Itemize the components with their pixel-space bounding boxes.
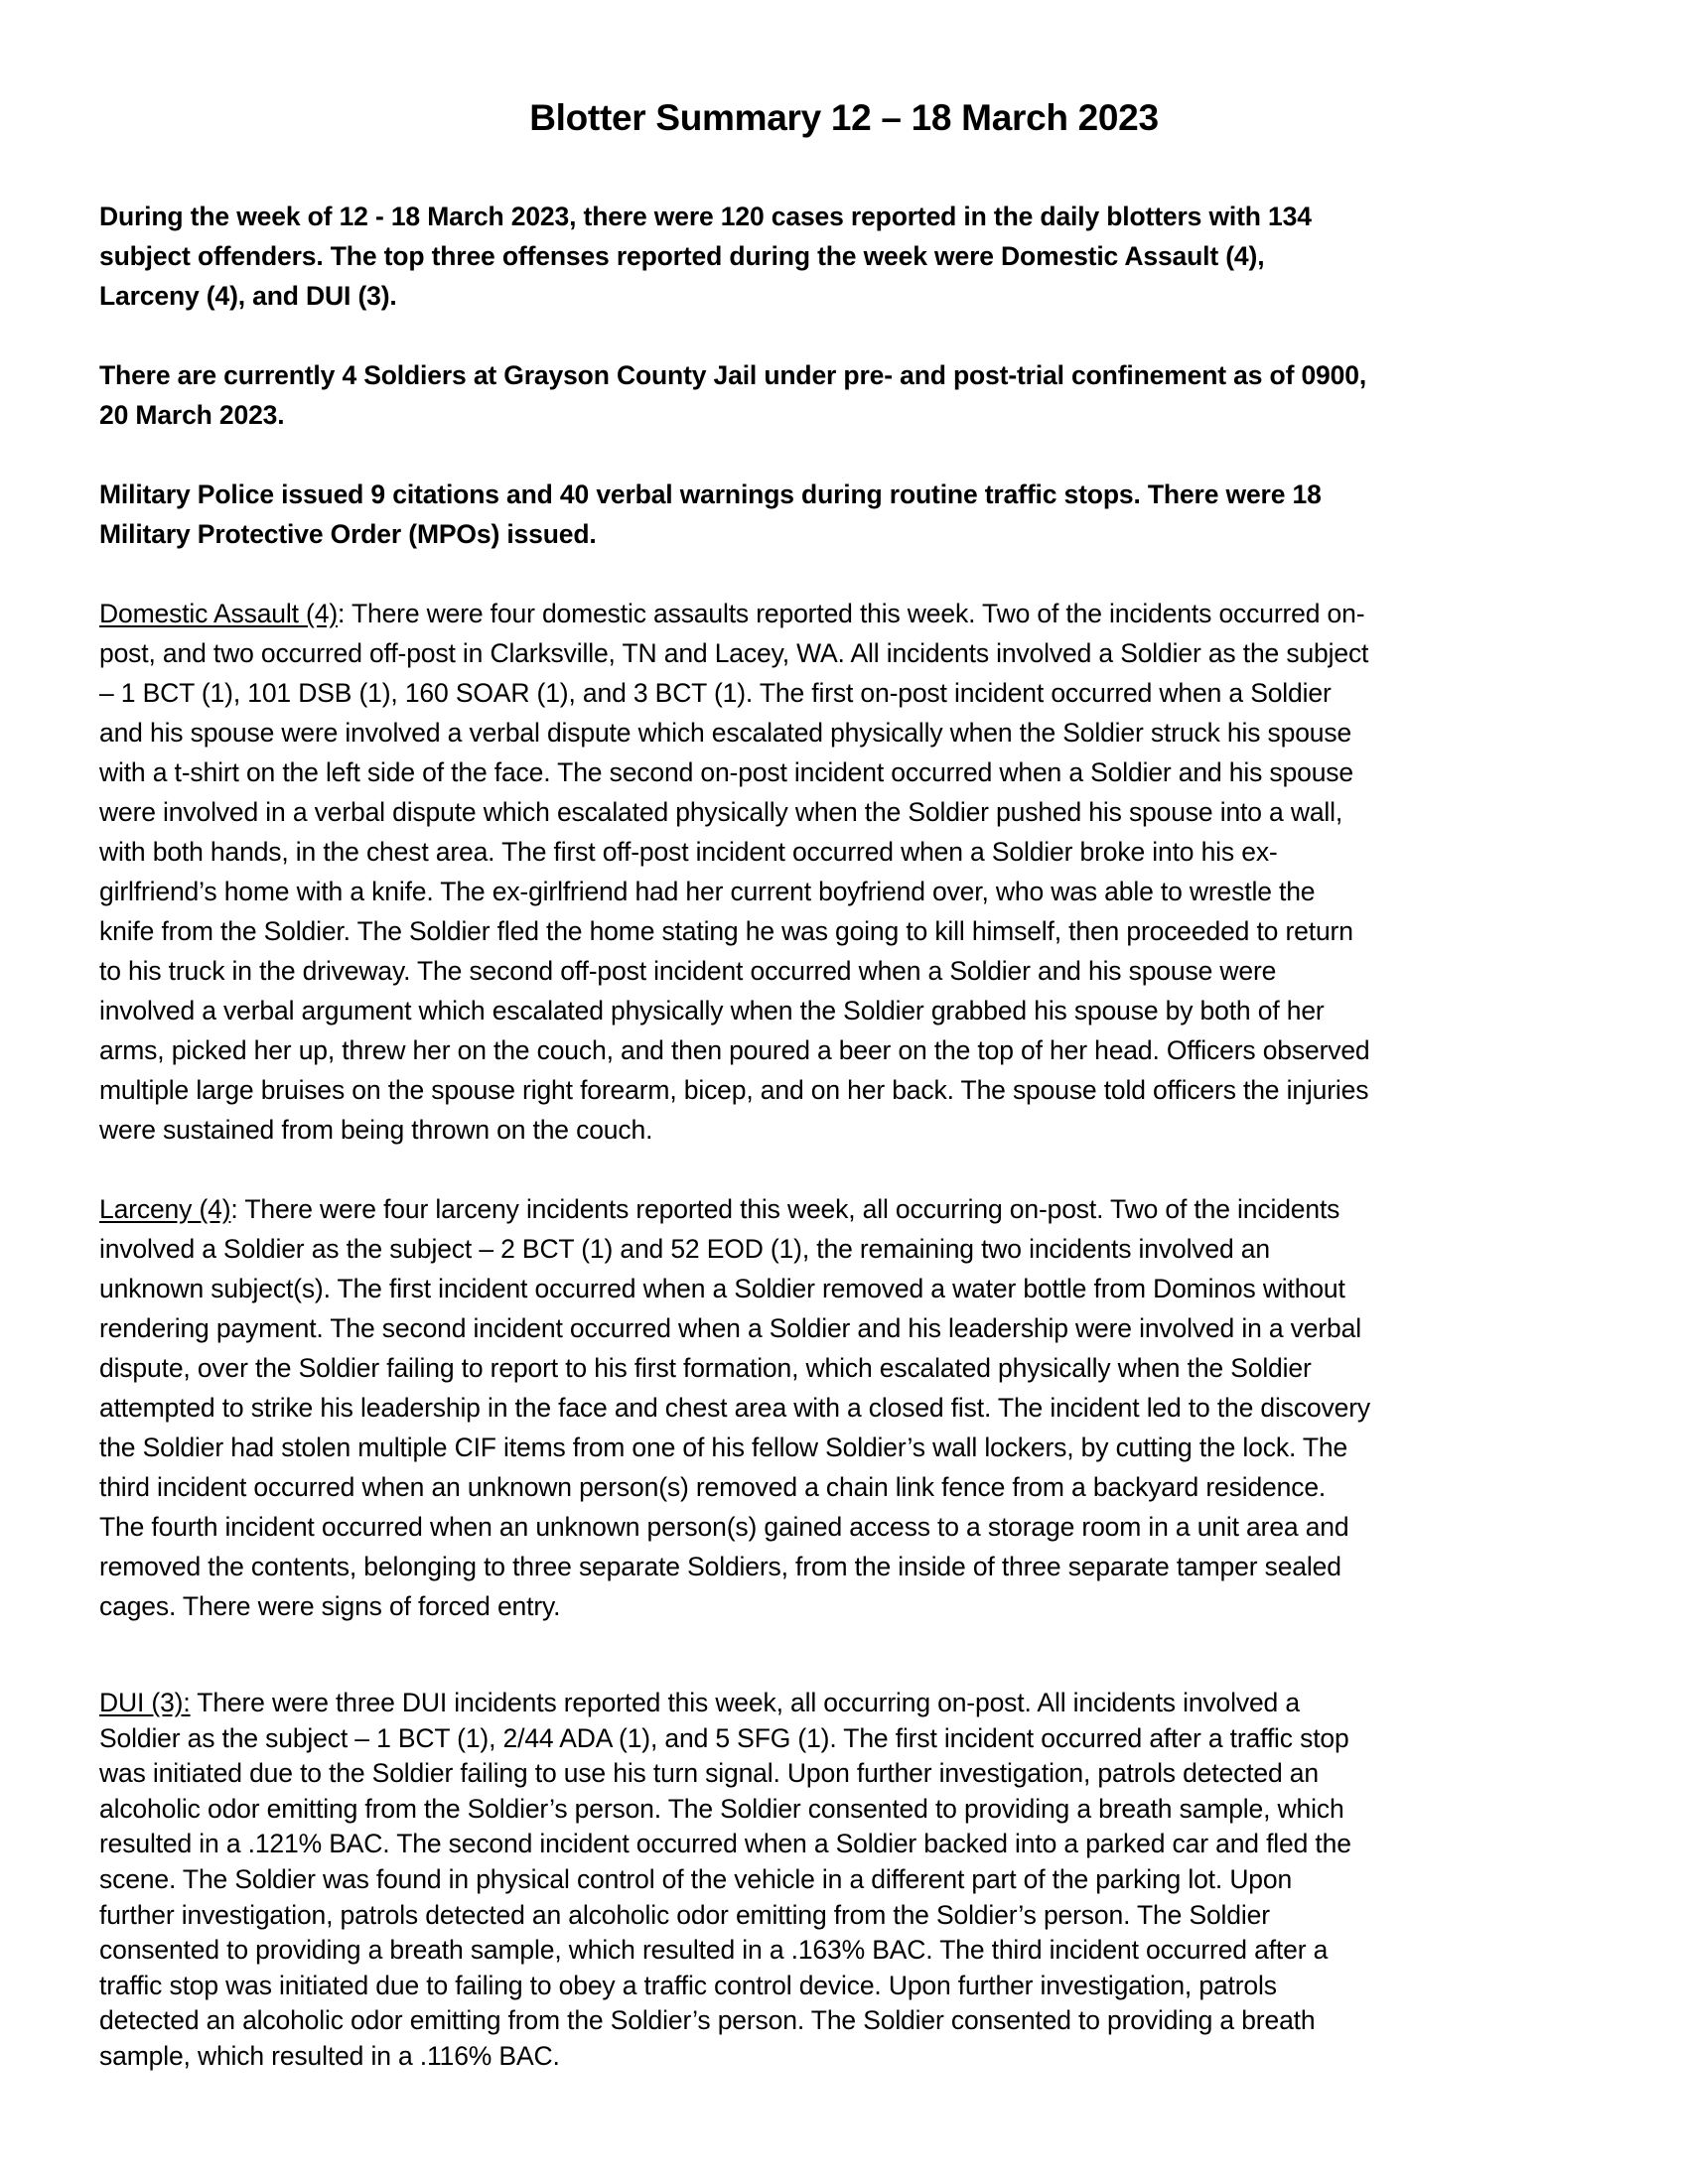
traffic-line: Military Protective Order (MPOs) issued. [99,519,597,549]
section-line: were involved in a verbal dispute which escalated physically when the Soldier pushed his spouse into a wall, [99,797,1343,827]
section-line: the Soldier had stolen multiple CIF items from one of his fellow Soldier’s wall lockers, by cutting the lock. The [99,1433,1348,1462]
section-line: alcoholic odor emitting from the Soldier’s person. The Soldier consented to providing a breath sample, which [99,1793,1344,1824]
section-line: The fourth incident occurred when an unknown person(s) gained access to a storage room in a unit area and [99,1512,1349,1542]
section-line: dispute, over the Soldier failing to report to his first formation, which escalated physically when the Soldier [99,1353,1312,1383]
section-line: scene. The Soldier was found in physical control of the vehicle in a different part of the parking lot. Upon [99,1863,1293,1894]
section-first-line [99,594,1609,633]
section-heading: DUI (3): [99,1688,191,1717]
section-line: – 1 BCT (1), 101 DSB (1), 160 SOAR (1), and 3 BCT (1). The first on-post incident occurred when a Soldier [99,678,1332,708]
summary-line: Larceny (4), and DUI (3). [99,281,397,311]
summary-paragraph [99,197,1609,316]
section-heading: Domestic Assault (4) [99,599,338,628]
traffic-paragraph [99,475,1609,554]
section-line: girlfriend’s home with a knife. The ex-girlfriend had her current boyfriend over, who was able to wrestle the [99,877,1316,906]
section-line: rendering payment. The second incident occurred when a Soldier and his leadership were involved in a verbal [99,1313,1361,1343]
traffic-line: Military Police issued 9 citations and 40 verbal warnings during routine traffic stops. There were 18 [99,479,1322,509]
section-heading: Larceny (4) [99,1194,231,1224]
section-line: cages. There were signs of forced entry. [99,1591,561,1621]
section-text: : There were four larceny incidents reported this week, all occurring on-post. Two of the incidents [230,1194,1340,1224]
section-line: knife from the Soldier. The Soldier fled the home stating he was going to kill himself, then proceeded to return [99,916,1353,946]
section-line: resulted in a .121% BAC. The second incident occurred when a Soldier backed into a parked car and fled the [99,1829,1351,1859]
section-line: detected an alcoholic odor emitting from the Soldier’s person. The Soldier consented to providing a breath [99,2005,1316,2036]
section-line: attempted to strike his leadership in the face and chest area with a closed fist. The incident led to the discovery [99,1393,1371,1423]
section-text: There were three DUI incidents reported this week, all occurring on-post. All incidents involved a [190,1688,1300,1717]
section-line: arms, picked her up, threw her on the couch, and then poured a beer on the top of her head. Officers observed [99,1035,1370,1065]
section-line: Soldier as the subject – 1 BCT (1), 2/44 ADA (1), and 5 SFG (1). The first incident occurred after a traffic stop [99,1722,1349,1753]
section-text: : There were four domestic assaults reported this week. Two of the incidents occurred on- [338,599,1365,628]
section-line: removed the contents, belonging to three separate Soldiers, from the inside of three separate tamper sealed [99,1552,1341,1581]
section-line: were sustained from being thrown on the couch. [99,1115,653,1145]
section-line: post, and two occurred off-post in Clarksville, TN and Lacey, WA. All incidents involved a Soldier as the subject [99,638,1369,668]
section-line: with a t-shirt on the left side of the face. The second on-post incident occurred when a Soldier and his spouse [99,757,1353,787]
section-line: further investigation, patrols detected an alcoholic odor emitting from the Soldier’s person. The Soldier [99,1899,1270,1930]
section-first-line [99,1686,1609,1721]
confinement-line: There are currently 4 Soldiers at Grayson County Jail under pre- and post-trial confinement as of 0900, [99,360,1367,390]
section-line: sample, which resulted in a .116% BAC. [99,2040,560,2071]
section-line: involved a Soldier as the subject – 2 BCT (1) and 52 EOD (1), the remaining two incidents involved an [99,1234,1270,1264]
section-line: involved a verbal argument which escalated physically when the Soldier grabbed his spouse by both of her [99,996,1325,1025]
section-domestic-assault [99,594,1609,1150]
section-first-line [99,1189,1609,1229]
section-dui [99,1686,1609,2075]
page-title: Blotter Summary 12 – 18 March 2023 [529,97,1159,138]
summary-line: During the week of 12 - 18 March 2023, there were 120 cases reported in the daily blotters with 134 [99,202,1312,231]
section-line: and his spouse were involved a verbal dispute which escalated physically when the Soldier struck his spouse [99,718,1352,748]
section-line: unknown subject(s). The first incident occurred when a Soldier removed a water bottle from Dominos without [99,1274,1345,1303]
section-line: consented to providing a breath sample, which resulted in a .163% BAC. The third incident occurred after a [99,1935,1329,1966]
confinement-paragraph [99,355,1609,435]
confinement-line: 20 March 2023. [99,400,285,430]
summary-line: subject offenders. The top three offenses reported during the week were Domestic Assault (4), [99,241,1265,271]
section-line: was initiated due to the Soldier failing to use his turn signal. Upon further investigation, patrols detected an [99,1758,1319,1789]
section-line: third incident occurred when an unknown person(s) removed a chain link fence from a backyard residence. [99,1472,1327,1502]
section-line: multiple large bruises on the spouse right forearm, bicep, and on her back. The spouse told officers the injuries [99,1075,1369,1105]
section-line: with both hands, in the chest area. The first off-post incident occurred when a Soldier broke into his ex- [99,837,1278,867]
section-line: to his truck in the driveway. The second off-post incident occurred when a Soldier and his spouse were [99,956,1277,986]
section-line: traffic stop was initiated due to failing to obey a traffic control device. Upon further investigation, patrols [99,1970,1277,2000]
section-larceny [99,1189,1609,1626]
